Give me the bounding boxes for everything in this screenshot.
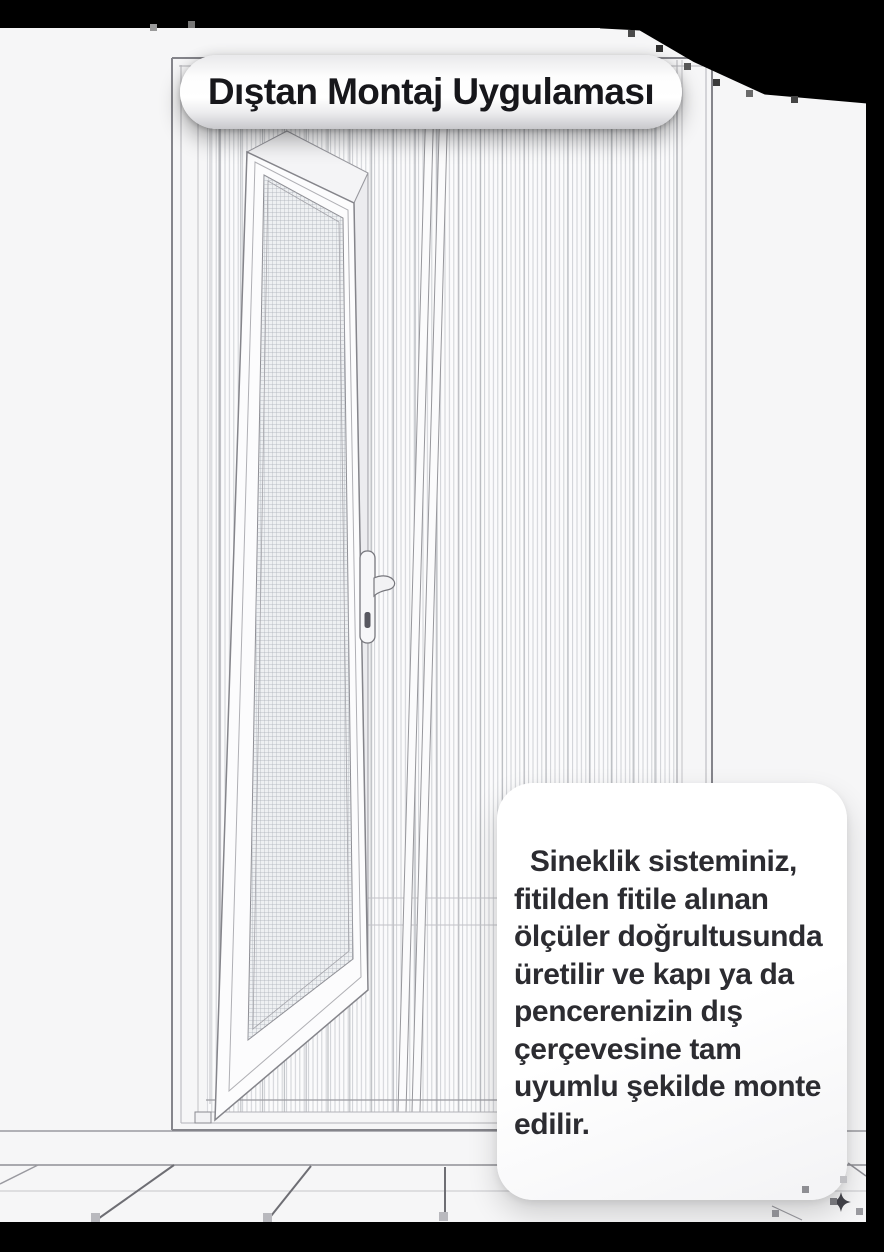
threshold: [195, 1112, 211, 1123]
info-card: [497, 783, 847, 1200]
info-card-text: Sineklik sisteminiz, fitilden fitile alınan ölçüler doğrultusunda üretilir ve kapı ya da pencerenizin dış çerçevesine tam uyumlu şekilde monte edilir.: [514, 845, 823, 1141]
page-title: Dıştan Montaj Uygulaması: [207, 71, 655, 112]
edge-noise: [628, 30, 635, 37]
sparkle-icon: [829, 1190, 853, 1214]
border-bottom: [0, 1222, 884, 1252]
keyhole: [365, 612, 371, 628]
mesh-panel: [248, 175, 353, 1040]
title-banner: [180, 55, 682, 129]
border-right: [866, 0, 884, 1252]
